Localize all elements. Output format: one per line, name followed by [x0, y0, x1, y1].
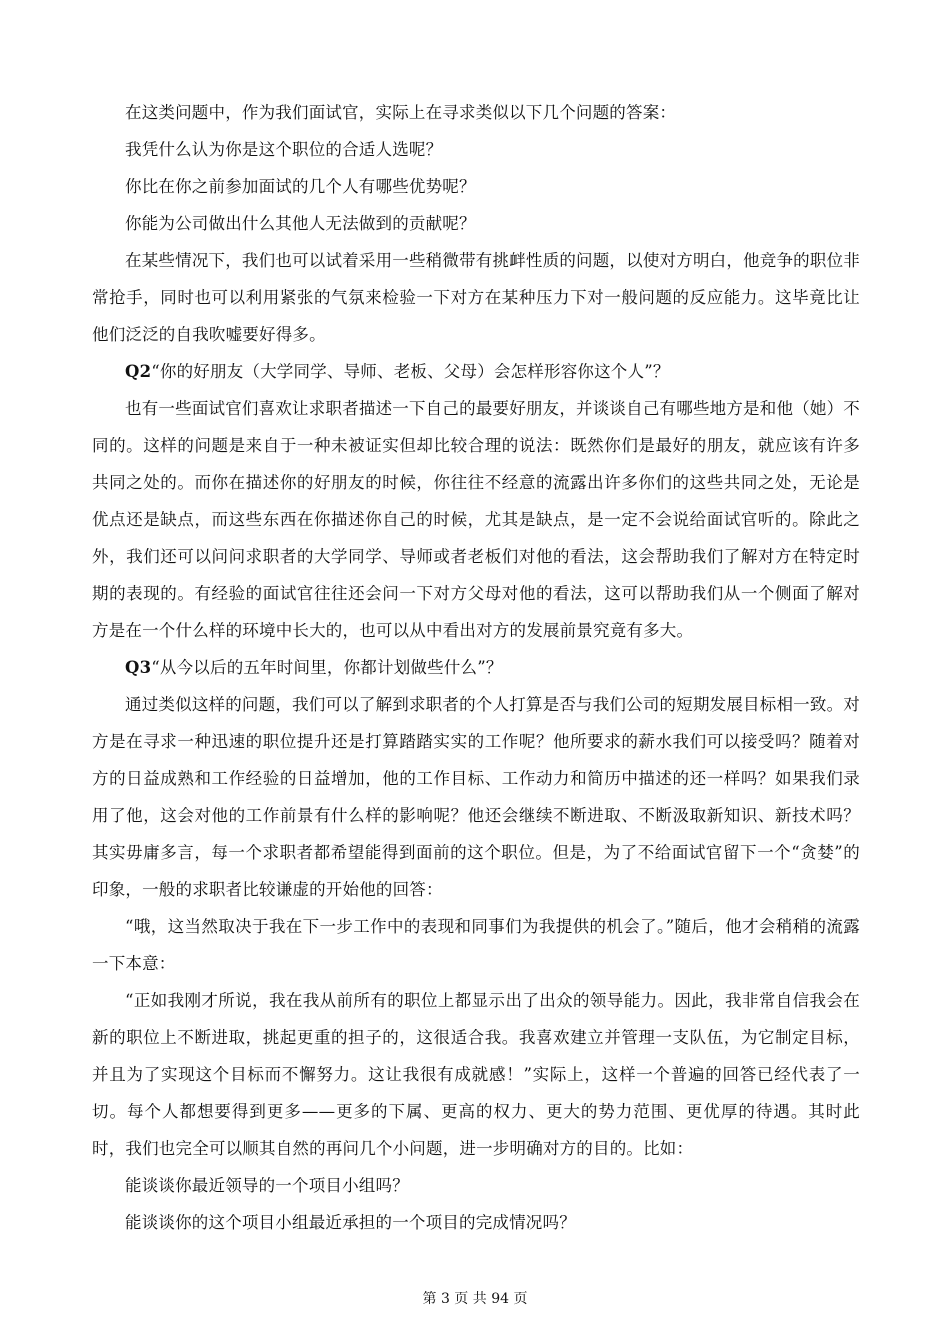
- question-heading-q2: [92, 353, 860, 390]
- quote-paragraph: “正如我刚才所说，我在我从前所有的职位上都显示出了出众的领导能力。因此，我非常自信我会在新的职位上不断进取，挑起更重的担子的，这很适合我。我喜欢建立并管理一支队伍，为它制定目标，并且为了实现这个目标而不懈努力。这让我很有成就感！”实际上，这样一个普遍的回答已经代表了一切。每个人都想要得到更多——更多的下属、更高的权力、更大的势力范围、更优厚的待遇。其时此时，我们也完全可以顺其自然的再问几个小问题，进一步明确对方的目的。比如：: [92, 991, 860, 1158]
- question-item: 你能为公司做出什么其他人无法做到的贡献呢？: [125, 214, 476, 233]
- question-item: 能谈谈你最近领导的一个项目小组吗？: [125, 1176, 409, 1195]
- page-footer: 第 3 页 共 94 页: [422, 1291, 528, 1307]
- paragraph: 通过类似这样的问题，我们可以了解到求职者的个人打算是否与我们公司的短期发展目标相一致。对方是在寻求一种迅速的职位提升还是打算踏踏实实的工作呢？他所要求的薪水我们可以接受吗？随着对方的日益成熟和工作经验的日益增加，他的工作目标、工作动力和简历中描述的还一样吗？如果我们录用了他，这会对他的工作前景有什么样的影响呢？他还会继续不断进取、不断汲取新知识、新技术吗？其实毋庸多言，每一个求职者都希望能得到面前的这个职位。但是，为了不给面试官留下一个“贪婪”的印象，一般的求职者比较谦虚的开始他的回答：: [92, 695, 860, 899]
- question-text-q3: “从今以后的五年时间里，你都计划做些什么”？: [151, 658, 503, 677]
- question-item: 你比在你之前参加面试的几个人有哪些优势呢？: [125, 177, 476, 196]
- quote-paragraph: “哦，这当然取决于我在下一步工作中的表现和同事们为我提供的机会了。”随后，他才会稍稍的流露一下本意：: [92, 917, 860, 973]
- question-item: 我凭什么认为你是这个职位的合适人选呢？: [125, 140, 443, 159]
- document-body: [92, 94, 860, 1241]
- question-heading-q3: [92, 649, 860, 686]
- paragraph: 也有一些面试官们喜欢让求职者描述一下自己的最要好朋友，并谈谈自己有哪些地方是和他（她）不同的。这样的问题是来自于一种未被证实但却比较合理的说法：既然你们是最好的朋友，就应该有许多共同之处的。而你在描述你的好朋友的时候，你往往不经意的流露出许多你们的这些共同之处，无论是优点还是缺点，而这些东西在你描述你自己的时候，尤其是缺点，是一定不会说给面试官听的。除此之外，我们还可以问问求职者的大学同学、导师或者老板们对他的看法，这会帮助我们了解对方在特定时期的表现的。有经验的面试官往往还会问一下对方父母对他的看法，这可以帮助我们从一个侧面了解对方是在一个什么样的环境中长大的，也可以从中看出对方的发展前景究竟有多大。: [92, 399, 860, 640]
- question-item: 能谈谈你的这个项目小组最近承担的一个项目的完成情况吗？: [125, 1213, 576, 1232]
- paragraph: 在某些情况下，我们也可以试着采用一些稍微带有挑衅性质的问题，以使对方明白，他竞争的职位非常抢手，同时也可以利用紧张的气氛来检验一下对方在某种压力下对一般问题的反应能力。这毕竟比让他们泛泛的自我吹嘘要好得多。: [92, 251, 860, 344]
- question-label-q3: Q3: [125, 658, 152, 677]
- question-label-q2: Q2: [125, 362, 152, 381]
- question-text-q2: “你的好朋友（大学同学、导师、老板、父母）会怎样形容你这个人”？: [151, 362, 670, 381]
- paragraph: 在这类问题中，作为我们面试官，实际上在寻求类似以下几个问题的答案：: [125, 103, 677, 122]
